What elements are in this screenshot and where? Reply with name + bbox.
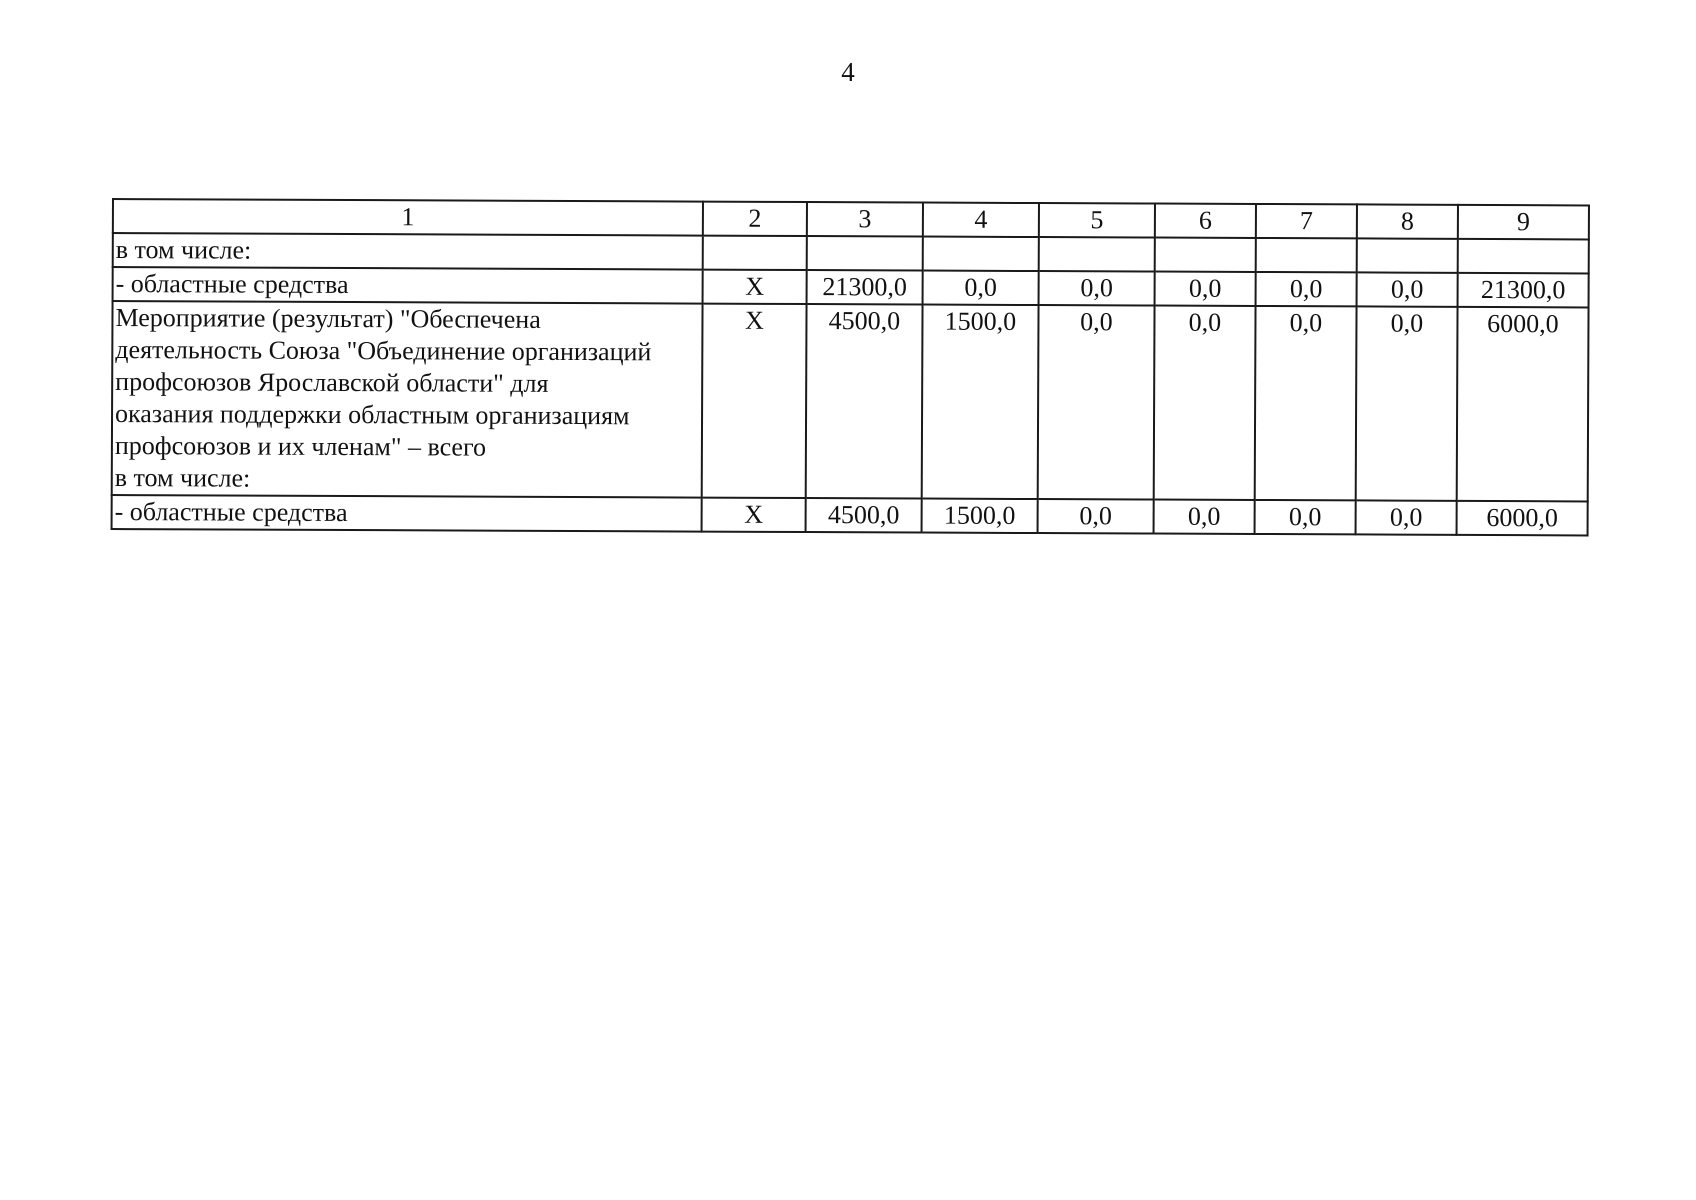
table-cell: 0,0 xyxy=(1357,272,1458,306)
table-cell: 0,0 xyxy=(1038,305,1155,500)
row-label-line: в том числе: xyxy=(114,463,251,493)
table-cell: 0,0 xyxy=(1155,272,1256,306)
row-label-line: оказания поддержки областным организациям xyxy=(114,399,630,431)
table-cell: 0,0 xyxy=(1038,499,1154,534)
table-cell: 6000,0 xyxy=(1457,501,1588,536)
budget-table xyxy=(111,198,1590,536)
table-cell: X xyxy=(703,270,807,304)
table-cell: 0,0 xyxy=(1255,500,1356,534)
row-label-line: деятельность Союза "Объединение организаций xyxy=(115,335,652,367)
table-cell: 21300,0 xyxy=(807,270,923,305)
table-cell: 0,0 xyxy=(1255,306,1357,500)
header-cell: 6 xyxy=(1155,204,1256,238)
table-cell: X xyxy=(702,304,807,498)
row-label-line: Мероприятие (результат) "Обеспечена xyxy=(115,303,541,334)
table-cell xyxy=(1458,239,1589,274)
table-cell: 0,0 xyxy=(1039,271,1155,306)
row-label: в том числе: xyxy=(113,233,703,270)
header-cell: 2 xyxy=(703,202,807,236)
table-cell: 0,0 xyxy=(1154,500,1255,534)
table-cell xyxy=(923,237,1039,272)
page-number: 4 xyxy=(841,57,855,87)
row-label: - областные средства xyxy=(112,495,702,532)
table-cell xyxy=(1357,238,1458,272)
table-row xyxy=(112,301,1589,501)
table-cell xyxy=(807,236,923,271)
header-cell: 3 xyxy=(807,202,923,237)
table-cell: 0,0 xyxy=(1256,272,1357,306)
table-cell xyxy=(1155,238,1256,272)
table-cell: 4500,0 xyxy=(806,304,923,499)
row-label-line: профсоюзов Ярославской области" для xyxy=(115,367,549,398)
table-row xyxy=(112,495,1588,535)
table-cell: 0,0 xyxy=(923,271,1039,306)
table-cell: 0,0 xyxy=(1356,306,1458,500)
row-label: - областные средства xyxy=(113,267,703,304)
table-cell: 1500,0 xyxy=(922,305,1039,500)
table-cell xyxy=(703,236,807,270)
row-label xyxy=(112,301,703,498)
table-cell: 1500,0 xyxy=(922,499,1038,534)
header-cell: 9 xyxy=(1458,205,1589,240)
table-cell: 4500,0 xyxy=(806,498,922,533)
header-cell: 4 xyxy=(923,203,1039,238)
header-cell: 7 xyxy=(1256,204,1357,238)
table-cell: 21300,0 xyxy=(1458,273,1589,308)
header-cell: 5 xyxy=(1039,203,1155,238)
header-cell: 1 xyxy=(113,199,703,236)
table-cell xyxy=(1039,237,1155,272)
table-cell: 0,0 xyxy=(1154,306,1256,500)
table-cell: 6000,0 xyxy=(1457,307,1589,502)
row-label-line: профсоюзов и их членам" – всего xyxy=(114,431,487,462)
table-cell: 0,0 xyxy=(1356,500,1457,534)
table-cell xyxy=(1256,238,1357,272)
header-cell: 8 xyxy=(1357,204,1458,238)
table-cell: X xyxy=(702,498,806,532)
